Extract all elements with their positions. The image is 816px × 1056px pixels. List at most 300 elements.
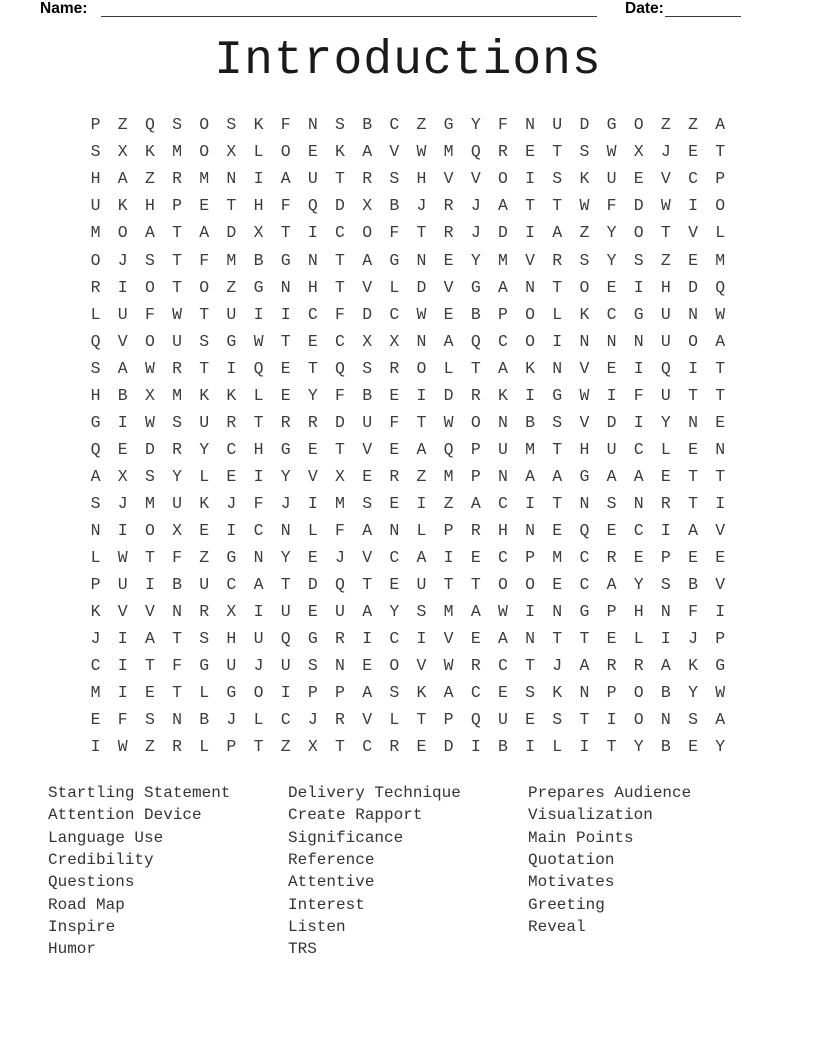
- grid-letter: A: [362, 250, 373, 270]
- grid-letter: T: [335, 737, 345, 757]
- grid-letter: N: [335, 656, 345, 676]
- grid-letter: S: [552, 169, 563, 189]
- grid-letter: E: [633, 169, 644, 189]
- grid-letter: B: [470, 304, 481, 324]
- grid-letter: I: [525, 602, 536, 622]
- grid-letter: G: [226, 331, 237, 351]
- grid-letter: C: [335, 331, 345, 351]
- grid-letter: X: [633, 142, 644, 162]
- grid-letter: M: [199, 169, 210, 189]
- grid-letter: U: [660, 385, 671, 405]
- grid-letter: A: [144, 629, 155, 649]
- grid-letter: O: [199, 142, 210, 162]
- grid-letter: I: [307, 223, 318, 243]
- grid-letter: U: [497, 439, 508, 459]
- grid-letter: D: [144, 439, 155, 459]
- grid-letter: X: [144, 385, 155, 405]
- grid-letter: I: [470, 737, 481, 757]
- grid-letter: S: [606, 493, 617, 513]
- grid-letter: S: [525, 683, 536, 703]
- grid-letter: B: [117, 385, 128, 405]
- grid-letter: F: [335, 520, 345, 540]
- grid-letter: R: [335, 710, 345, 730]
- grid-letter: E: [688, 548, 698, 568]
- grid-letter: P: [226, 737, 237, 757]
- grid-letter: X: [389, 331, 400, 351]
- grid-letter: P: [606, 683, 617, 703]
- grid-letter: I: [579, 737, 590, 757]
- grid-letter: E: [470, 548, 481, 568]
- grid-letter: I: [226, 358, 237, 378]
- grid-letter: V: [525, 250, 536, 270]
- grid-letter: N: [633, 493, 644, 513]
- word-list-item: Inspire: [48, 918, 116, 937]
- grid-letter: S: [389, 683, 400, 703]
- grid-letter: E: [307, 331, 318, 351]
- grid-letter: E: [606, 277, 617, 297]
- grid-letter: D: [443, 385, 454, 405]
- grid-letter: R: [497, 142, 508, 162]
- grid-letter: N: [525, 629, 536, 649]
- grid-letter: O: [117, 223, 128, 243]
- grid-letter: T: [525, 656, 536, 676]
- grid-letter: R: [307, 412, 318, 432]
- word-list-item: Significance: [288, 828, 404, 847]
- grid-letter: I: [525, 493, 536, 513]
- grid-letter: Q: [715, 277, 726, 297]
- grid-letter: A: [525, 466, 536, 486]
- grid-letter: A: [579, 656, 590, 676]
- grid-letter: X: [362, 331, 373, 351]
- grid-letter: E: [525, 710, 536, 730]
- grid-letter: T: [199, 358, 210, 378]
- grid-letter: S: [552, 412, 563, 432]
- grid-letter: R: [226, 412, 237, 432]
- grid-letter: Z: [688, 115, 698, 135]
- grid-letter: E: [715, 548, 726, 568]
- grid-letter: G: [280, 439, 291, 459]
- grid-letter: L: [90, 304, 101, 324]
- grid-letter: A: [688, 520, 698, 540]
- grid-letter: I: [117, 656, 128, 676]
- grid-letter: Y: [660, 412, 671, 432]
- grid-letter: N: [226, 169, 237, 189]
- grid-letter: N: [389, 520, 400, 540]
- word-list-item: Reveal: [528, 918, 586, 937]
- grid-letter: G: [606, 115, 617, 135]
- grid-letter: T: [552, 277, 563, 297]
- grid-letter: F: [144, 304, 155, 324]
- grid-letter: J: [226, 493, 237, 513]
- word-list-item: Quotation: [528, 851, 615, 870]
- grid-letter: K: [525, 358, 536, 378]
- grid-letter: O: [525, 304, 536, 324]
- grid-letter: Z: [443, 493, 454, 513]
- grid-letter: G: [90, 412, 101, 432]
- grid-letter: S: [144, 466, 155, 486]
- grid-letter: O: [470, 412, 481, 432]
- grid-letter: G: [307, 629, 318, 649]
- grid-letter: B: [497, 737, 508, 757]
- grid-letter: L: [199, 737, 210, 757]
- grid-letter: I: [117, 629, 128, 649]
- grid-letter: V: [389, 142, 400, 162]
- grid-letter: E: [389, 385, 400, 405]
- grid-letter: T: [335, 439, 345, 459]
- grid-letter: Z: [144, 737, 155, 757]
- grid-letter: S: [90, 358, 101, 378]
- grid-letter: O: [525, 331, 536, 351]
- grid-letter: L: [90, 548, 101, 568]
- grid-letter: Q: [443, 439, 454, 459]
- grid-letter: F: [280, 196, 291, 216]
- grid-letter: F: [335, 304, 345, 324]
- grid-letter: M: [715, 250, 726, 270]
- grid-letter: C: [497, 548, 508, 568]
- grid-letter: Z: [117, 115, 128, 135]
- word-list-item: Delivery Technique: [288, 784, 461, 802]
- grid-letter: F: [497, 115, 508, 135]
- grid-letter: R: [470, 520, 481, 540]
- grid-letter: Z: [660, 250, 671, 270]
- grid-letter: T: [688, 385, 698, 405]
- grid-letter: E: [606, 629, 617, 649]
- grid-letter: Y: [307, 385, 318, 405]
- grid-letter: W: [443, 412, 454, 432]
- grid-letter: P: [470, 439, 481, 459]
- grid-letter: B: [362, 115, 373, 135]
- grid-letter: C: [633, 439, 644, 459]
- grid-letter: K: [552, 683, 563, 703]
- grid-letter: C: [579, 548, 590, 568]
- grid-letter: Q: [307, 196, 318, 216]
- grid-letter: G: [226, 683, 237, 703]
- grid-letter: I: [253, 304, 264, 324]
- grid-letter: Z: [280, 737, 291, 757]
- grid-letter: D: [579, 115, 590, 135]
- grid-letter: B: [660, 683, 671, 703]
- grid-letter: Y: [688, 683, 698, 703]
- grid-letter: Y: [280, 548, 291, 568]
- grid-letter: V: [117, 602, 128, 622]
- grid-letter: A: [416, 548, 427, 568]
- grid-letter: U: [335, 602, 345, 622]
- grid-letter: Y: [199, 439, 210, 459]
- grid-letter: E: [199, 520, 210, 540]
- grid-letter: K: [199, 385, 210, 405]
- word-list-item: Motivates: [528, 873, 615, 892]
- grid-letter: J: [416, 196, 427, 216]
- grid-letter: D: [226, 223, 237, 243]
- grid-letter: U: [660, 304, 671, 324]
- grid-letter: N: [497, 466, 508, 486]
- grid-letter: V: [362, 277, 373, 297]
- grid-letter: T: [172, 250, 182, 270]
- grid-letter: T: [579, 629, 590, 649]
- grid-letter: A: [497, 277, 508, 297]
- grid-letter: J: [226, 710, 237, 730]
- grid-letter: W: [172, 304, 182, 324]
- grid-letter: P: [307, 683, 318, 703]
- grid-letter: N: [525, 115, 536, 135]
- grid-letter: Y: [280, 466, 291, 486]
- grid-letter: M: [552, 548, 563, 568]
- grid-letter: K: [579, 169, 590, 189]
- word-list-item: Startling Statement: [48, 784, 231, 802]
- grid-letter: W: [606, 142, 617, 162]
- grid-letter: Z: [416, 115, 427, 135]
- grid-letter: S: [416, 602, 427, 622]
- grid-letter: R: [362, 169, 373, 189]
- grid-letter: H: [253, 196, 264, 216]
- grid-letter: E: [389, 439, 400, 459]
- grid-letter: O: [688, 331, 698, 351]
- grid-letter: I: [117, 412, 128, 432]
- grid-letter: F: [389, 223, 400, 243]
- grid-letter: Q: [90, 331, 101, 351]
- grid-letter: Y: [172, 466, 182, 486]
- grid-letter: R: [389, 737, 400, 757]
- grid-letter: J: [280, 493, 291, 513]
- grid-letter: E: [470, 629, 481, 649]
- grid-letter: S: [226, 115, 237, 135]
- grid-letter: P: [497, 304, 508, 324]
- grid-letter: M: [497, 250, 508, 270]
- grid-letter: A: [715, 331, 726, 351]
- word-list-item: Humor: [48, 940, 97, 959]
- name-blank-line: [101, 16, 597, 17]
- grid-letter: D: [335, 412, 345, 432]
- grid-letter: I: [253, 466, 264, 486]
- grid-letter: S: [389, 169, 400, 189]
- grid-letter: T: [416, 412, 427, 432]
- grid-letter: Q: [253, 358, 264, 378]
- grid-letter: H: [253, 439, 264, 459]
- grid-letter: D: [497, 223, 508, 243]
- grid-letter: T: [335, 169, 345, 189]
- grid-letter: J: [470, 196, 481, 216]
- grid-letter: E: [117, 439, 128, 459]
- grid-letter: I: [280, 683, 291, 703]
- grid-letter: V: [579, 358, 590, 378]
- grid-letter: I: [416, 493, 427, 513]
- grid-letter: M: [525, 439, 536, 459]
- grid-letter: I: [144, 575, 155, 595]
- grid-letter: T: [335, 250, 345, 270]
- grid-letter: O: [253, 683, 264, 703]
- grid-letter: V: [307, 466, 318, 486]
- grid-letter: Y: [389, 602, 400, 622]
- grid-letter: Y: [470, 250, 481, 270]
- grid-letter: K: [117, 196, 128, 216]
- grid-letter: R: [280, 412, 291, 432]
- word-list-column: [528, 782, 691, 938]
- grid-letter: V: [579, 412, 590, 432]
- grid-letter: A: [362, 602, 373, 622]
- grid-letter: E: [362, 466, 373, 486]
- grid-letter: J: [470, 223, 481, 243]
- grid-letter: B: [389, 196, 400, 216]
- grid-letter: L: [552, 737, 563, 757]
- grid-letter: K: [226, 385, 237, 405]
- grid-letter: M: [172, 385, 182, 405]
- grid-letter: U: [307, 169, 318, 189]
- word-list-item: Language Use: [48, 828, 164, 847]
- grid-letter: I: [90, 737, 101, 757]
- grid-letter: A: [253, 575, 264, 595]
- grid-letter: W: [579, 196, 590, 216]
- grid-letter: E: [307, 142, 318, 162]
- grid-letter: G: [280, 250, 291, 270]
- grid-letter: I: [688, 196, 698, 216]
- grid-letter: N: [307, 115, 318, 135]
- grid-letter: T: [416, 223, 427, 243]
- grid-letter: U: [606, 439, 617, 459]
- grid-letter: F: [389, 412, 400, 432]
- grid-letter: U: [253, 629, 264, 649]
- word-list-item: Interest: [288, 895, 365, 914]
- grid-letter: L: [253, 710, 264, 730]
- grid-letter: N: [525, 277, 536, 297]
- grid-letter: X: [307, 737, 318, 757]
- grid-letter: A: [715, 710, 726, 730]
- grid-letter: H: [90, 385, 101, 405]
- grid-letter: O: [90, 250, 101, 270]
- grid-letter: O: [416, 358, 427, 378]
- grid-letter: I: [715, 602, 726, 622]
- grid-letter: R: [633, 656, 644, 676]
- grid-letter: U: [226, 656, 237, 676]
- grid-letter: N: [579, 331, 590, 351]
- grid-letter: U: [117, 304, 128, 324]
- grid-letter: C: [579, 575, 590, 595]
- grid-letter: Q: [335, 358, 345, 378]
- grid-letter: Q: [470, 710, 481, 730]
- grid-letter: R: [90, 277, 101, 297]
- grid-letter: Y: [606, 250, 617, 270]
- grid-letter: B: [362, 385, 373, 405]
- grid-letter: N: [606, 331, 617, 351]
- grid-letter: R: [443, 196, 454, 216]
- grid-letter: D: [362, 304, 373, 324]
- grid-letter: U: [416, 575, 427, 595]
- grid-letter: T: [253, 412, 264, 432]
- grid-letter: Q: [470, 142, 481, 162]
- grid-letter: U: [552, 115, 563, 135]
- grid-letter: J: [552, 656, 563, 676]
- grid-letter: E: [307, 548, 318, 568]
- grid-letter: U: [172, 331, 182, 351]
- grid-letter: V: [443, 277, 454, 297]
- grid-letter: F: [172, 548, 182, 568]
- grid-letter: K: [416, 683, 427, 703]
- grid-letter: T: [715, 385, 726, 405]
- grid-letter: X: [335, 466, 345, 486]
- grid-letter: G: [253, 277, 264, 297]
- grid-letter: T: [172, 629, 182, 649]
- grid-letter: A: [552, 223, 563, 243]
- grid-letter: N: [525, 520, 536, 540]
- grid-letter: V: [470, 169, 481, 189]
- grid-letter: A: [497, 629, 508, 649]
- grid-letter: R: [470, 656, 481, 676]
- word-list-item: Main Points: [528, 828, 634, 847]
- grid-letter: O: [497, 575, 508, 595]
- grid-letter: W: [117, 548, 128, 568]
- grid-letter: E: [660, 466, 671, 486]
- grid-letter: F: [633, 385, 644, 405]
- grid-letter: A: [144, 223, 155, 243]
- grid-letter: N: [688, 412, 698, 432]
- grid-letter: E: [389, 575, 400, 595]
- grid-letter: A: [470, 602, 481, 622]
- grid-letter: I: [416, 629, 427, 649]
- word-list-item: Greeting: [528, 895, 605, 914]
- grid-letter: X: [172, 520, 182, 540]
- grid-letter: Y: [715, 737, 726, 757]
- grid-letter: N: [416, 250, 427, 270]
- grid-letter: T: [552, 142, 563, 162]
- grid-letter: N: [660, 710, 671, 730]
- grid-letter: T: [280, 331, 291, 351]
- grid-letter: I: [552, 331, 563, 351]
- grid-letter: A: [90, 466, 101, 486]
- grid-letter: N: [552, 602, 563, 622]
- grid-letter: Q: [579, 520, 590, 540]
- grid-letter: A: [715, 115, 726, 135]
- date-label: Date:: [625, 0, 664, 17]
- grid-letter: H: [416, 169, 427, 189]
- grid-letter: S: [335, 115, 345, 135]
- grid-letter: N: [579, 683, 590, 703]
- grid-letter: G: [389, 250, 400, 270]
- grid-letter: H: [579, 439, 590, 459]
- grid-letter: O: [579, 277, 590, 297]
- grid-letter: I: [117, 683, 128, 703]
- grid-letter: T: [172, 683, 182, 703]
- grid-letter: T: [172, 223, 182, 243]
- grid-letter: O: [199, 277, 210, 297]
- grid-letter: N: [715, 439, 726, 459]
- word-list-item: Prepares Audience: [528, 784, 692, 802]
- grid-letter: W: [416, 142, 427, 162]
- grid-letter: I: [362, 629, 373, 649]
- grid-letter: I: [416, 385, 427, 405]
- grid-letter: E: [362, 656, 373, 676]
- grid-letter: W: [443, 656, 454, 676]
- grid-letter: E: [688, 142, 698, 162]
- grid-letter: E: [606, 358, 617, 378]
- grid-letter: E: [226, 466, 237, 486]
- grid-letter: I: [525, 169, 536, 189]
- grid-letter: T: [552, 629, 563, 649]
- grid-letter: G: [715, 656, 726, 676]
- grid-letter: L: [253, 385, 264, 405]
- grid-letter: U: [280, 602, 291, 622]
- grid-letter: R: [335, 629, 345, 649]
- name-label: Name:: [40, 0, 88, 17]
- grid-letter: B: [660, 737, 671, 757]
- grid-letter: A: [606, 575, 617, 595]
- grid-letter: O: [715, 196, 726, 216]
- grid-letter: T: [199, 304, 210, 324]
- grid-letter: O: [633, 115, 644, 135]
- grid-letter: I: [253, 602, 264, 622]
- grid-letter: C: [688, 169, 698, 189]
- grid-letter: J: [688, 629, 698, 649]
- grid-letter: I: [117, 520, 128, 540]
- grid-letter: I: [307, 493, 318, 513]
